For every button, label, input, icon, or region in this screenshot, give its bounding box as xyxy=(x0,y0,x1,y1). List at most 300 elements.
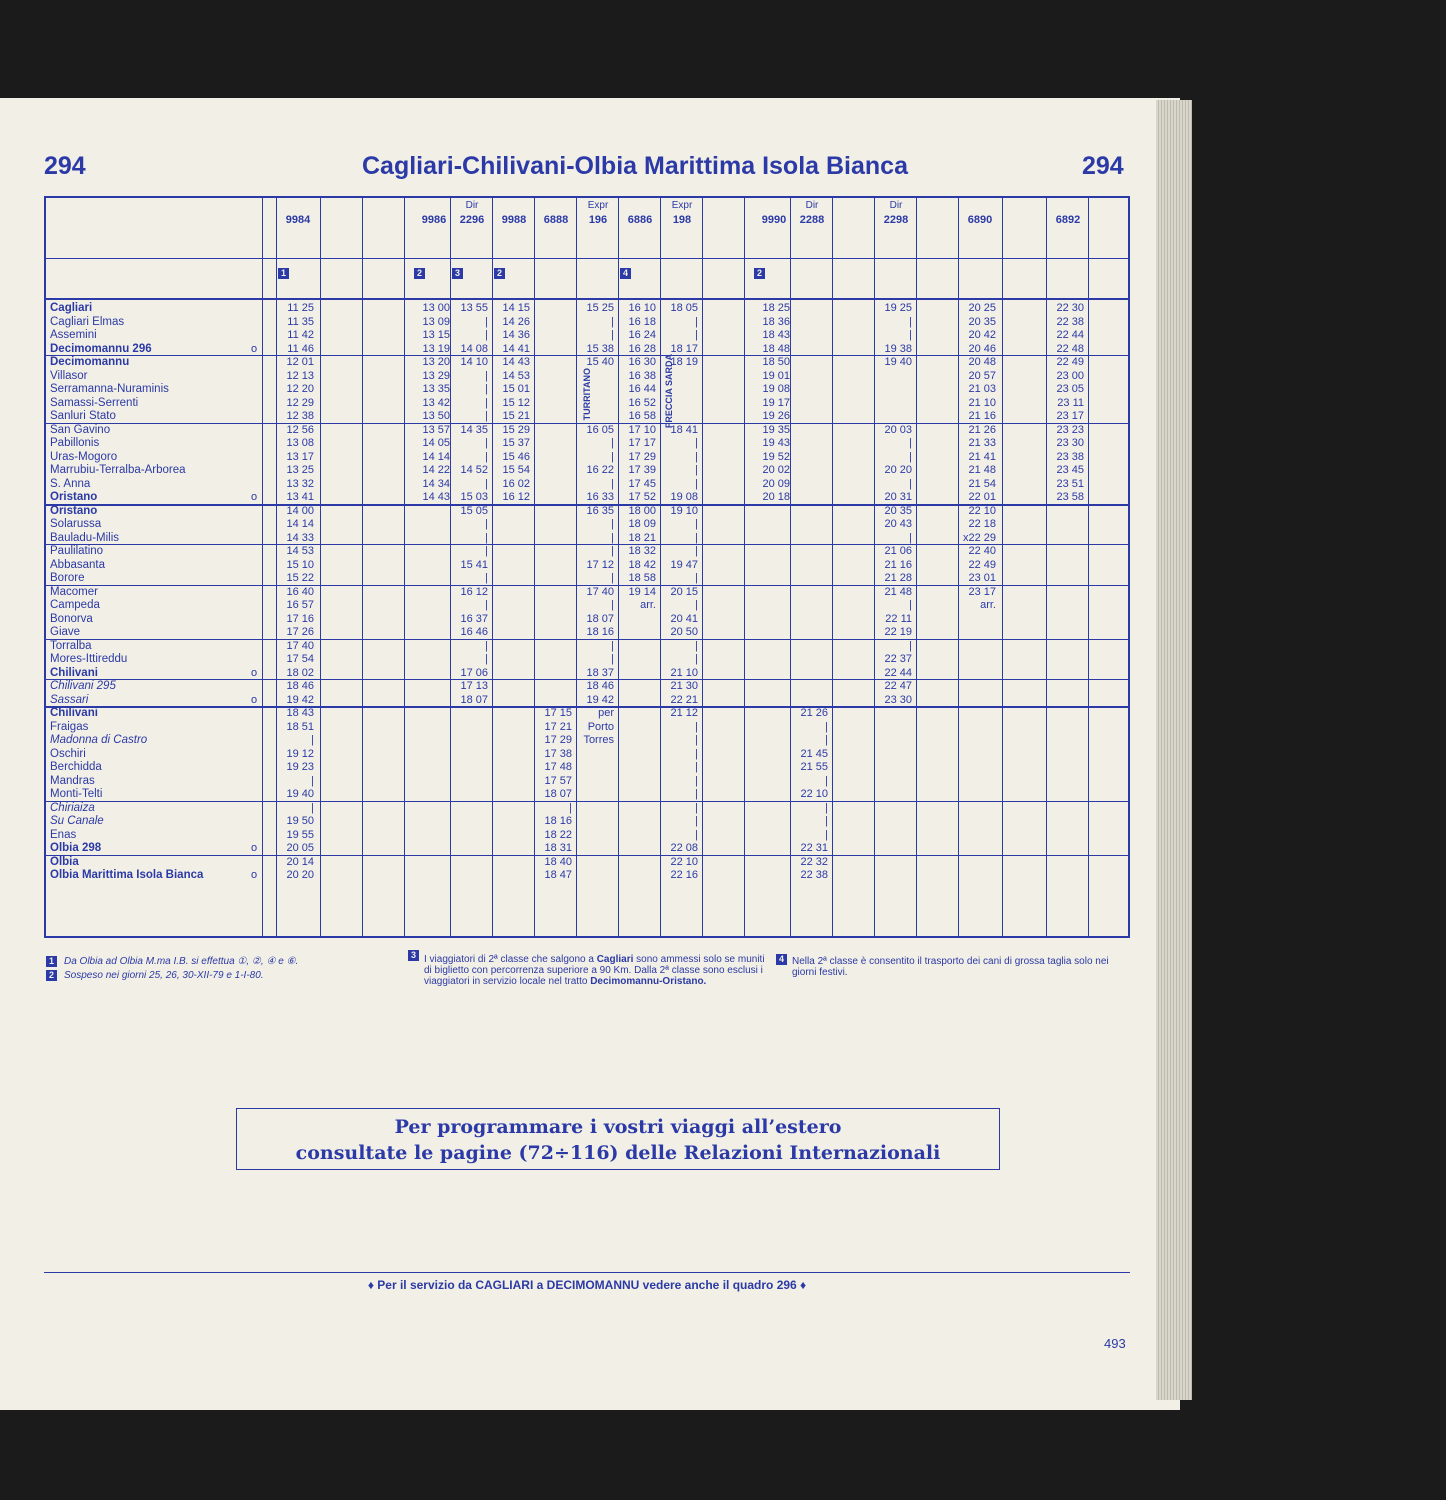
column-divider xyxy=(916,198,917,936)
departure-time: 19 26 xyxy=(762,410,790,422)
train-class-label: Dir xyxy=(465,200,479,211)
departure-time: | xyxy=(611,437,614,449)
departure-time: 18 16 xyxy=(586,626,614,638)
departure-time: 19 08 xyxy=(762,383,790,395)
departure-time: 18 25 xyxy=(762,302,790,314)
departure-time: 15 37 xyxy=(502,437,530,449)
departure-time: 16 24 xyxy=(628,329,656,341)
column-divider xyxy=(404,198,405,936)
departure-time: 21 10 xyxy=(968,396,996,409)
departure-time: 22 49 xyxy=(968,558,996,571)
station-name: Oristano xyxy=(50,504,98,517)
departure-time: 20 43 xyxy=(884,518,912,530)
departure-time: 15 41 xyxy=(460,558,488,571)
departure-time: 20 20 xyxy=(286,869,314,881)
note-3: I viaggiatori di 2ª classe che salgono a Cagliari sono ammessi solo se muniti di biglietto con percorrenza superiore a 90 Km. Dalla 2ª classe sono esclusi i viaggiatori in servizio locale nel tratto Decimomannu-Oristano. xyxy=(424,954,765,987)
train-number: 9990 xyxy=(761,214,787,226)
departure-time: 11 25 xyxy=(287,302,314,314)
note-1: Da Olbia ad Olbia M.ma I.B. si effettua ①, ②, ④ e ⑥. xyxy=(64,956,299,967)
departure-time: 13 35 xyxy=(422,383,450,395)
departure-time: 18 07 xyxy=(544,788,572,800)
departure-time: 18 02 xyxy=(286,666,314,679)
departure-time: | xyxy=(311,774,314,787)
column-divider xyxy=(1002,198,1003,936)
departure-time: 18 22 xyxy=(544,828,572,841)
departure-time: | xyxy=(485,410,488,422)
departure-time: 21 12 xyxy=(670,707,698,719)
departure-time: 18 36 xyxy=(762,315,790,328)
train-note-badge: 3 xyxy=(452,268,463,279)
departure-time: 16 12 xyxy=(460,585,488,598)
departure-time: | xyxy=(695,599,698,611)
station-name: Bonorva xyxy=(50,612,93,625)
departure-time: 22 19 xyxy=(884,626,912,638)
departure-time: 13 25 xyxy=(286,464,314,476)
departure-time: | xyxy=(611,653,614,665)
departure-time: 15 10 xyxy=(286,558,314,571)
table-number-right: 294 xyxy=(1082,152,1124,180)
departure-time: | xyxy=(909,329,912,341)
train-note-badge: 2 xyxy=(754,268,765,279)
departure-time: | xyxy=(695,734,698,746)
departure-time: | xyxy=(909,450,912,463)
departure-time: | xyxy=(611,477,614,490)
departure-time: 14 53 xyxy=(286,545,314,557)
departure-time: 16 38 xyxy=(628,369,656,382)
departure-time: 14 34 xyxy=(422,477,450,490)
note-3-badge: 3 xyxy=(408,950,419,961)
train-number: 2296 xyxy=(459,214,485,226)
departure-time: 14 33 xyxy=(286,531,314,544)
departure-time: 17 45 xyxy=(628,477,656,490)
page-title: Cagliari-Chilivani-Olbia Marittima Isola Bianca xyxy=(362,152,908,180)
departure-time: 16 22 xyxy=(586,464,614,476)
departure-time: | xyxy=(695,747,698,760)
station-name: Enas xyxy=(50,828,77,841)
departure-time: 21 45 xyxy=(800,747,828,760)
departure-time: 13 42 xyxy=(422,396,450,409)
departure-time: 19 40 xyxy=(286,788,314,800)
terminus-marker: o xyxy=(251,491,258,503)
departure-time: 11 46 xyxy=(287,342,314,355)
terminus-marker: o xyxy=(251,842,258,854)
departure-time: 16 57 xyxy=(286,599,314,611)
notice-line-1: Per programmare i vostri viaggi all’estero xyxy=(394,1116,842,1138)
departure-time: 22 10 xyxy=(800,788,828,800)
terminus-marker: o xyxy=(251,693,258,706)
station-name: Su Canale xyxy=(50,815,104,827)
table-number-left: 294 xyxy=(44,152,86,180)
footer-note: ♦ Per il servizio da CAGLIARI a DECIMOMANNU vedere anche il quadro 296 ♦ xyxy=(367,1278,807,1292)
station-name: Mores-Ittireddu xyxy=(50,653,128,665)
departure-time: 16 58 xyxy=(628,410,656,422)
departure-time: 22 44 xyxy=(884,666,912,679)
departure-time: 22 49 xyxy=(1056,356,1084,368)
departure-time: x22 29 xyxy=(962,531,996,544)
departure-time: 13 08 xyxy=(286,437,314,449)
departure-time: 20 46 xyxy=(968,342,996,355)
departure-time: 20 57 xyxy=(968,369,996,382)
departure-time: 18 43 xyxy=(286,707,314,719)
departure-time: 18 31 xyxy=(544,842,572,854)
station-name: Borore xyxy=(50,572,85,584)
note-1-badge: 1 xyxy=(46,956,57,967)
departure-time: 14 35 xyxy=(460,423,488,436)
station-name: Monti-Telti xyxy=(50,788,103,800)
departure-time: 15 25 xyxy=(586,302,614,314)
timetable xyxy=(44,196,1130,938)
departure-time: 16 05 xyxy=(586,423,614,436)
departure-time: | xyxy=(695,315,698,328)
departure-time: 15 05 xyxy=(460,504,488,517)
departure-time: 16 37 xyxy=(460,612,488,625)
departure-time: 17 29 xyxy=(628,450,656,463)
departure-time: | xyxy=(695,828,698,841)
international-notice-box xyxy=(236,1108,1000,1170)
departure-time: 19 40 xyxy=(884,356,912,368)
departure-time: | xyxy=(825,828,828,841)
station-name: Decimomannu 296 xyxy=(50,342,152,355)
departure-time: 18 42 xyxy=(628,558,656,571)
departure-time: 17 40 xyxy=(286,639,314,652)
station-name: Samassi-Serrenti xyxy=(50,396,139,409)
departure-time: 19 55 xyxy=(286,828,314,841)
departure-time: 11 35 xyxy=(287,315,314,328)
departure-time: 19 47 xyxy=(670,558,698,571)
departure-time: 22 08 xyxy=(670,842,698,854)
station-name: Decimomannu xyxy=(50,356,130,368)
station-name: Olbia xyxy=(50,855,79,868)
departure-time: | xyxy=(485,572,488,584)
departure-time: 14 36 xyxy=(502,329,530,341)
station-name: Marrubiu-Terralba-Arborea xyxy=(50,464,186,476)
departure-time: | xyxy=(825,774,828,787)
train-name-turritano: TURRITANO xyxy=(582,367,592,420)
departure-time: 17 57 xyxy=(544,774,572,787)
departure-time: 19 10 xyxy=(670,504,698,517)
column-divider xyxy=(1088,198,1089,936)
departure-time: 22 10 xyxy=(670,855,698,868)
departure-time: 16 10 xyxy=(628,302,656,314)
departure-time: 18 47 xyxy=(544,869,572,881)
station-name: Bauladu-Milis xyxy=(50,531,120,544)
train-note-badge: 4 xyxy=(620,268,631,279)
station-name: Macomer xyxy=(50,585,98,598)
departure-time: 22 31 xyxy=(800,842,828,854)
departure-time: 18 00 xyxy=(628,504,656,517)
departure-time: 22 01 xyxy=(968,491,996,503)
departure-time: 22 30 xyxy=(1056,302,1084,314)
station-name: Olbia 298 xyxy=(50,842,102,854)
departure-time: 20 20 xyxy=(884,464,912,476)
departure-time: | xyxy=(485,477,488,490)
station-name: S. Anna xyxy=(50,477,91,490)
column-divider xyxy=(262,198,263,936)
departure-time: 16 18 xyxy=(628,315,656,328)
departure-time: 13 50 xyxy=(422,410,450,422)
footer-rule xyxy=(44,1272,1130,1273)
station-name: Giave xyxy=(50,626,81,638)
departure-time: 17 29 xyxy=(544,734,572,746)
departure-time: 23 11 xyxy=(1057,396,1084,409)
departure-time: 22 10 xyxy=(968,504,996,517)
station-name: Paulilatino xyxy=(50,545,104,557)
departure-time: 17 12 xyxy=(586,558,614,571)
departure-time: 19 50 xyxy=(286,815,314,827)
station-name: San Gavino xyxy=(50,423,111,436)
departure-time: 14 14 xyxy=(286,518,314,530)
departure-time: 17 13 xyxy=(460,680,488,692)
departure-time: | xyxy=(695,639,698,652)
departure-time: 20 42 xyxy=(968,329,996,341)
departure-time: | xyxy=(611,329,614,341)
departure-time: 21 48 xyxy=(968,464,996,476)
terminus-marker: o xyxy=(251,342,258,355)
departure-time: 14 14 xyxy=(422,450,450,463)
departure-time: 11 42 xyxy=(287,329,314,341)
station-name: Berchidda xyxy=(50,761,102,773)
departure-time: 23 58 xyxy=(1056,491,1084,503)
station-name: Serramanna-Nuraminis xyxy=(50,383,169,395)
departure-time: 19 12 xyxy=(286,747,314,760)
departure-time: 22 11 xyxy=(885,612,912,625)
departure-time: 17 16 xyxy=(286,612,314,625)
departure-time: 22 38 xyxy=(1056,315,1084,328)
train-name-freccia-sarda: FRECCIA SARDA xyxy=(664,354,674,429)
departure-time: arr. xyxy=(640,599,656,611)
departure-time: 19 23 xyxy=(286,761,314,773)
departure-time: 13 55 xyxy=(460,302,488,314)
departure-time: 12 56 xyxy=(286,423,314,436)
train-number: 6888 xyxy=(543,214,569,226)
departure-time: | xyxy=(611,531,614,544)
departure-time: | xyxy=(695,450,698,463)
row-group-divider xyxy=(46,855,1128,856)
departure-time: 18 40 xyxy=(544,855,572,868)
departure-time: | xyxy=(909,531,912,544)
station-name: Chilivani 295 xyxy=(50,680,116,692)
departure-time: 18 17 xyxy=(670,342,698,355)
departure-time: 19 42 xyxy=(286,693,314,706)
departure-time: | xyxy=(611,639,614,652)
departure-time: 21 30 xyxy=(670,680,698,692)
departure-time: 18 46 xyxy=(586,680,614,692)
departure-time: | xyxy=(695,761,698,773)
station-name: Oristano xyxy=(50,491,98,503)
column-divider xyxy=(832,198,833,936)
column-divider xyxy=(702,198,703,936)
note-2-badge: 2 xyxy=(46,970,57,981)
departure-time: 20 02 xyxy=(762,464,790,476)
departure-time: | xyxy=(825,815,828,827)
station-name: Torralba xyxy=(50,639,92,652)
departure-time: 20 35 xyxy=(884,504,912,517)
departure-time: 17 40 xyxy=(586,585,614,598)
departure-time: 19 42 xyxy=(586,693,614,706)
station-name: Olbia Marittima Isola Bianca xyxy=(50,869,204,881)
departure-time: 16 28 xyxy=(628,342,656,355)
departure-time: 21 03 xyxy=(968,383,996,395)
departure-time: 21 16 xyxy=(884,558,912,571)
departure-time: 16 12 xyxy=(502,491,530,503)
departure-time: 22 48 xyxy=(1056,342,1084,355)
departure-time: | xyxy=(695,518,698,530)
departure-time: 15 54 xyxy=(502,464,530,476)
departure-time: 23 05 xyxy=(1056,383,1084,395)
departure-time: 18 43 xyxy=(762,329,790,341)
train-note-badge: 2 xyxy=(494,268,505,279)
departure-time: 21 26 xyxy=(800,707,828,719)
departure-time: 17 06 xyxy=(460,666,488,679)
departure-time: 12 29 xyxy=(286,396,314,409)
departure-time: | xyxy=(611,545,614,557)
train-number: 6886 xyxy=(627,214,653,226)
station-name: Assemini xyxy=(50,329,97,341)
departure-time: | xyxy=(695,801,698,814)
departure-time: | xyxy=(695,531,698,544)
departure-time: 16 33 xyxy=(586,491,614,503)
departure-time: 14 43 xyxy=(502,356,530,368)
train-class-label: Dir xyxy=(889,200,903,211)
departure-time: 22 18 xyxy=(968,518,996,530)
departure-time: 15 22 xyxy=(286,572,314,584)
departure-time: 14 52 xyxy=(460,464,488,476)
departure-time: | xyxy=(485,329,488,341)
departure-time: 20 03 xyxy=(884,423,912,436)
departure-time: | xyxy=(695,720,698,733)
departure-time: 22 16 xyxy=(670,869,698,881)
departure-time: 20 05 xyxy=(286,842,314,854)
train-number: 6892 xyxy=(1055,214,1081,226)
departure-time: 22 40 xyxy=(968,545,996,557)
departure-time: 21 33 xyxy=(968,437,996,449)
departure-time: 18 32 xyxy=(628,545,656,557)
train-class-label: Expr xyxy=(587,200,609,211)
departure-time: 18 05 xyxy=(670,302,698,314)
departure-time: 13 32 xyxy=(286,477,314,490)
departure-time: 13 29 xyxy=(422,369,450,382)
departure-time: | xyxy=(611,599,614,611)
departure-time: | xyxy=(485,653,488,665)
departure-time: 12 13 xyxy=(286,369,314,382)
departure-time: 18 48 xyxy=(762,342,790,355)
departure-time: 23 23 xyxy=(1056,423,1084,436)
departure-time: | xyxy=(695,437,698,449)
station-name: Cagliari Elmas xyxy=(50,315,125,328)
station-name: Sanluri Stato xyxy=(50,410,116,422)
departure-time: 13 41 xyxy=(286,491,314,503)
departure-time: 19 14 xyxy=(628,585,656,598)
departure-time: | xyxy=(485,518,488,530)
departure-time: 18 07 xyxy=(586,612,614,625)
departure-time: 17 52 xyxy=(628,491,656,503)
departure-time: | xyxy=(485,450,488,463)
station-name: Campeda xyxy=(50,599,100,611)
departure-time: 17 15 xyxy=(544,707,572,719)
departure-time: 12 38 xyxy=(286,410,314,422)
page-edge xyxy=(1156,100,1192,1400)
station-name: Villasor xyxy=(50,369,88,382)
departure-time: | xyxy=(311,801,314,814)
departure-time: 17 48 xyxy=(544,761,572,773)
departure-time: | xyxy=(611,518,614,530)
departure-time: 20 48 xyxy=(968,356,996,368)
departure-time: 20 15 xyxy=(670,585,698,598)
departure-time: 20 41 xyxy=(670,612,698,625)
departure-time: 21 16 xyxy=(968,410,996,422)
train-number: 9988 xyxy=(501,214,527,226)
departure-time: | xyxy=(485,437,488,449)
departure-time: | xyxy=(825,734,828,746)
departure-time: | xyxy=(695,572,698,584)
departure-time: | xyxy=(485,396,488,409)
departure-time: | xyxy=(485,639,488,652)
station-name: Sassari xyxy=(50,693,89,706)
train-number: 2298 xyxy=(883,214,909,226)
departure-time: 15 12 xyxy=(502,396,530,409)
departure-time: 17 39 xyxy=(628,464,656,476)
station-name: Oschiri xyxy=(50,747,86,760)
departure-time: | xyxy=(695,653,698,665)
departure-time: 21 26 xyxy=(968,423,996,436)
departure-time: | xyxy=(611,450,614,463)
departure-time: | xyxy=(695,464,698,476)
departure-time: 19 01 xyxy=(762,369,790,382)
departure-time: 16 40 xyxy=(286,585,314,598)
train-class-label: Dir xyxy=(805,200,819,211)
departure-time: | xyxy=(611,572,614,584)
train-number: 9986 xyxy=(421,214,447,226)
departure-time: 17 38 xyxy=(544,747,572,760)
departure-time: 17 21 xyxy=(544,720,572,733)
departure-time: 23 01 xyxy=(968,572,996,584)
departure-time: 20 18 xyxy=(762,491,790,503)
departure-time: 17 26 xyxy=(286,626,314,638)
station-name: Chiriaiza xyxy=(50,801,95,814)
notice-line-2: consultate le pagine (72÷116) delle Relazioni Internazionali xyxy=(295,1142,941,1164)
train-number: 198 xyxy=(672,214,692,226)
departure-time: | xyxy=(695,788,698,800)
departure-time: 13 57 xyxy=(422,423,450,436)
departure-time: 23 17 xyxy=(1056,410,1084,422)
departure-time: 14 08 xyxy=(460,342,488,355)
departure-time: 12 20 xyxy=(286,383,314,395)
departure-time: 17 17 xyxy=(628,437,656,449)
terminus-marker: o xyxy=(251,869,258,881)
departure-time: 18 37 xyxy=(586,666,614,679)
departure-time: 20 35 xyxy=(968,315,996,328)
departure-time: 19 08 xyxy=(670,491,698,503)
column-divider xyxy=(744,198,745,936)
departure-time: 18 19 xyxy=(670,356,698,368)
departure-time: 21 54 xyxy=(968,477,996,490)
departure-time: 23 30 xyxy=(1056,437,1084,449)
departure-time: 20 09 xyxy=(762,477,790,490)
departure-time: 19 52 xyxy=(762,450,790,463)
departure-time: 14 15 xyxy=(502,302,530,314)
departure-time: | xyxy=(909,599,912,611)
departure-time: per xyxy=(598,707,614,719)
departure-time: 19 38 xyxy=(884,342,912,355)
departure-time: 18 46 xyxy=(286,680,314,692)
departure-time: 14 22 xyxy=(422,464,450,476)
departure-time: 23 51 xyxy=(1056,477,1084,490)
departure-time: 14 00 xyxy=(286,504,314,517)
departure-time: 14 43 xyxy=(422,491,450,503)
departure-time: 21 55 xyxy=(800,761,828,773)
departure-time: 16 46 xyxy=(460,626,488,638)
train-note-badge: 2 xyxy=(414,268,425,279)
